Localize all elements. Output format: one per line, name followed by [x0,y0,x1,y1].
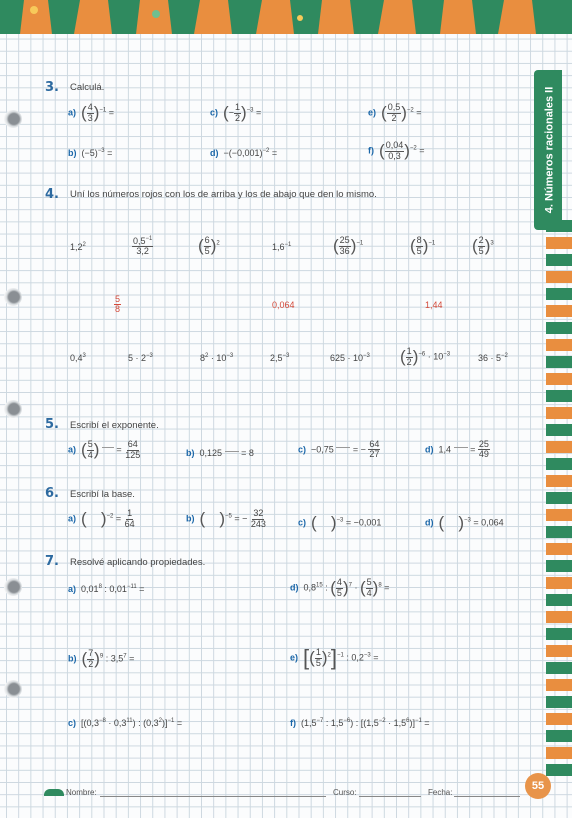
expression: [(0,3 [81,718,100,728]
item-3c: c) (− $\frac{1}{2}$ )$^{-3}$ = [210,102,262,123]
item-3e: e) ( $\frac{0,5}{2}$ )$^{-2}$ = [368,102,422,123]
numerator: $0,5^{-1}$ [133,236,153,246]
bottom-number [330,353,370,363]
expression: )] [409,718,415,728]
page-number: 55 [525,773,551,799]
binder-hole [4,680,22,698]
numerator: 4 [336,577,342,588]
exponent: −2 [262,148,270,154]
exponent: −3 [146,353,153,359]
item-6a [68,509,136,529]
denominator: 125 [125,449,141,460]
numerator: 7 [88,648,94,659]
top-number: ( $\frac{2}{5}$ )$^3$ [472,235,494,256]
value: 2,5 [270,353,283,363]
item-label: c) [298,444,307,455]
equals: = [108,107,115,118]
top-number [132,236,153,257]
item-5b [186,448,254,458]
exponent: −2 [106,513,114,520]
denominator: 4 [366,587,372,598]
bottom-number [200,353,233,363]
exponent: −3 [97,148,105,154]
item-7a [68,584,144,594]
value: 625 · 10 [330,353,364,363]
exercise-title: Uní los números rojos con los de arriba y los de abajo que den lo mismo. [70,189,377,200]
numerator: 5 [115,294,121,304]
base-blank[interactable]: ( ) [199,509,226,528]
numerator: 1 [234,102,240,113]
exercise-title: Escribí el exponente. [70,420,159,431]
equals: = [419,145,425,156]
item-label: b) [186,448,195,458]
exponent: −2 [501,353,508,359]
equals: = [470,444,476,455]
red-number: 0,064 [272,300,295,310]
expression: 1,4 [438,444,452,455]
denominator: 49 [478,449,489,460]
expression: ) : [(1,5 [350,718,379,728]
denominator: 27 [369,449,380,460]
expression: : 0,2 [343,652,364,663]
exponent: 3 [490,240,494,247]
item-label: c) [298,517,307,528]
denominator: 3 [87,112,93,123]
exponent: −3 [282,353,290,359]
exponent: 15 [316,582,323,589]
exponent: −3 [246,107,254,114]
exponent: 2 [216,240,220,247]
exponent: −5 [225,513,232,520]
equals: = [421,718,430,728]
bottom-number [478,353,508,363]
exponent: −1 [414,718,422,724]
item-label: d) [425,444,434,455]
item-label: c) [68,718,77,728]
exponent: 11 [126,718,133,724]
exponent: 8 [378,582,382,589]
denominator: 2 [234,112,240,123]
base-blank[interactable]: ( ) [81,509,107,528]
exercise-title: Escribí la base. [70,489,135,500]
expression: : 1,5 [323,718,344,728]
expression: 0,125 [199,448,223,458]
exponent: −1 [167,718,175,724]
exponent: −3 [363,353,370,359]
operator: · [351,582,358,593]
exercise-number: 3. [45,80,59,95]
item-7c [68,718,182,728]
equals: = [174,718,183,728]
item-3a: a) ( $\frac{4}{3}$ )$^{-1}$ = [68,102,115,123]
numerator: 8 [416,235,422,246]
value: 0,4 [70,353,83,363]
top-number: ( $\frac{25}{36}$ )$^{-1}$ [333,235,364,256]
binder-hole [4,578,22,596]
equals: = [370,652,379,663]
name-label: Nombre: [66,788,97,797]
exponent: −3 [226,353,234,359]
denominator: 5 [336,587,342,598]
exponent-blank[interactable] [102,447,114,448]
exponent: −1 [336,652,344,659]
item-7f [290,718,430,728]
top-number: ( $\frac{8}{5}$ )$^{-1}$ [410,235,436,256]
exercise-number: 4. [45,187,59,202]
value: 8 [200,353,206,363]
equals: = [126,653,135,664]
exponent-blank[interactable] [454,447,468,448]
sign: − [228,107,234,118]
item-label: d) [425,517,434,528]
denominator: 0,3 [388,150,401,161]
exponent: 9 [99,653,104,660]
item-label: c) [210,107,219,118]
item-5a: a) ( $\frac{5}{4}$ ) = $\frac{64}{125}$ [68,439,141,460]
top-number: ( $\frac{6}{5}$ )$^2$ [198,235,220,256]
expression: −0,75 [311,444,334,455]
expression: (1,5 [301,718,317,728]
exponent: 2 [82,242,86,248]
result: = −0,001 [345,517,382,528]
exponent: −3 [336,517,344,524]
exponent: −3 [443,351,451,358]
exponent: 7 [348,582,352,589]
exponent: −2 [378,718,386,724]
exponent: −3 [363,652,371,659]
denominator: 5 [416,245,422,256]
red-number: 1,44 [425,300,443,310]
exponent: −11 [126,584,137,590]
numerator: 25 [478,439,489,449]
denominator: 8 [115,304,121,315]
exponent: 6 [406,718,410,724]
base-blank[interactable]: ( ) [311,513,337,532]
item-label: d) [290,582,299,593]
item-3b [68,148,112,158]
expression: (−5) [81,148,98,158]
item-3f: f) ( $\frac{0,04}{0,3}$ )$^{-2}$ = [368,140,425,161]
footer-accent [44,789,64,796]
binder-hole [4,110,22,128]
numerator: 5 [87,439,93,450]
numerator: 2 [478,235,484,246]
equals: = [116,444,122,455]
denominator: 2 [406,356,412,367]
numerator: 6 [204,235,210,246]
expression: )] [162,718,168,728]
numerator: 0,5 [387,102,401,113]
numerator: 1 [315,647,321,658]
equals: = [381,582,390,593]
item-7d: d) $0,8^{15}$ : ( $\frac{4}{5}$ )$^7$ · ( $\frac{5}{4}$ )$^8$ = [290,577,390,598]
item-6b [186,509,267,529]
item-6d [425,513,504,533]
bottom-number: ( $\frac{1}{2}$ )$^{-6} \cdot 10^{-3}$ [400,346,451,367]
top-number [70,242,86,252]
exponent: 3 [82,353,86,359]
numerator: 4 [87,102,93,113]
expression: 0,8 [303,582,317,593]
exponent: −8 [99,718,106,724]
expression: : 0,01 [101,584,127,594]
item-6c [298,513,381,533]
exponent-blank[interactable] [336,447,350,448]
date-field[interactable] [454,796,520,797]
denominator: 5 [204,245,210,256]
exponent: −1 [99,107,107,114]
value: 1,6 [272,242,285,252]
equals: = [256,107,262,118]
base-blank[interactable]: ( ) [438,513,465,532]
equals: = [115,513,122,524]
equals: = [107,148,113,158]
item-label: f) [368,145,374,156]
numerator: 32 [253,508,264,519]
equals: = − [234,513,248,524]
course-field[interactable] [359,796,421,797]
numerator: 0,04 [385,140,404,151]
item-label: e) [290,652,299,663]
numerator: 1 [127,508,133,519]
denominator: 5 [478,245,484,256]
exponent: 2 [158,718,162,724]
operator: : [322,582,328,593]
item-label: a) [68,584,77,594]
exponent: 7 [123,653,127,660]
expression: · 1,5 [385,718,407,728]
course-label: Curso: [333,788,357,797]
bottom-number [70,353,86,363]
expression: · 0,3 [105,718,127,728]
exponent: 8 [98,584,102,590]
item-label: a) [68,107,77,118]
item-5c [298,440,380,460]
exponent: −1 [356,240,364,247]
expression: 0,01 [81,584,99,594]
name-field[interactable] [100,796,326,797]
numerator: 25 [339,235,350,246]
value: 36 · 5 [478,353,502,363]
value-tail: · 10 [208,353,227,363]
denominator: 243 [250,518,266,529]
exponent: 2 [327,652,331,659]
item-label: f) [290,718,296,728]
item-label: e) [368,107,377,118]
equals: = [271,148,278,158]
numerator: 5 [366,577,372,588]
exponent: −1 [428,240,436,247]
exponent-blank[interactable] [225,451,239,452]
item-5d [425,440,490,460]
numerator: 1 [406,346,412,357]
decorative-top-band [0,0,572,34]
exponent: −6 [343,718,351,724]
item-label: b) [68,148,77,158]
value-tail: · 10 [425,351,444,362]
item-7e: e) [( $\frac{1}{5}$ )$^2$]$^{-1}$ : $0,2^{-3}$ = [290,645,379,670]
exercise-title: Calculá. [70,82,105,93]
item-3d [210,148,277,158]
item-label: d) [210,148,219,158]
exponent: −3 [464,517,471,524]
bottom-number [128,353,153,363]
item-label: b) [68,653,77,664]
bottom-number [270,353,289,363]
denominator: 36 [339,245,350,256]
value: 5 · 2 [128,353,147,363]
exponent: −7 [316,718,324,724]
equals: = [416,107,422,118]
denominator: 2 [391,112,397,123]
binder-hole [4,288,22,306]
date-label: Fecha: [428,788,453,797]
exercise-title: Resolvé aplicando propiedades. [70,557,206,568]
exponent: −1 [284,242,292,248]
red-number [114,295,121,315]
binder-hole [4,400,22,418]
equals: = [136,584,145,594]
item-label: a) [68,444,77,455]
denominator: 4 [87,449,93,460]
numerator: 64 [369,439,380,449]
item-label: a) [68,513,77,524]
denominator: 64 [124,518,135,529]
exercise-number: 5. [45,417,59,432]
exponent: 2 [205,353,209,359]
numerator: 64 [127,439,138,450]
exercise-number: 7. [45,554,59,569]
denominator: 5 [315,657,321,668]
expression: −(−0,001) [223,148,263,158]
expression: ) : (0,3 [132,718,159,728]
item-label: b) [186,513,195,524]
result: = 8 [241,448,254,458]
chapter-title: 4. Números racionales II [544,86,556,214]
value: 1,2 [70,242,83,252]
exercise-number: 6. [45,486,59,501]
denominator: 3,2 [136,246,149,257]
expression: : 3,5 [103,653,124,664]
exponent: −2 [406,107,414,114]
top-number [272,242,291,252]
denominator: 2 [88,658,94,669]
result: = 0,064 [473,517,504,528]
item-7b: b) ( $\frac{7}{2}$ )$^9$ : $3,5^7$ = [68,648,135,669]
exponent: −6 [418,351,426,358]
equals: = − [352,444,366,455]
exponent: −2 [409,145,417,152]
